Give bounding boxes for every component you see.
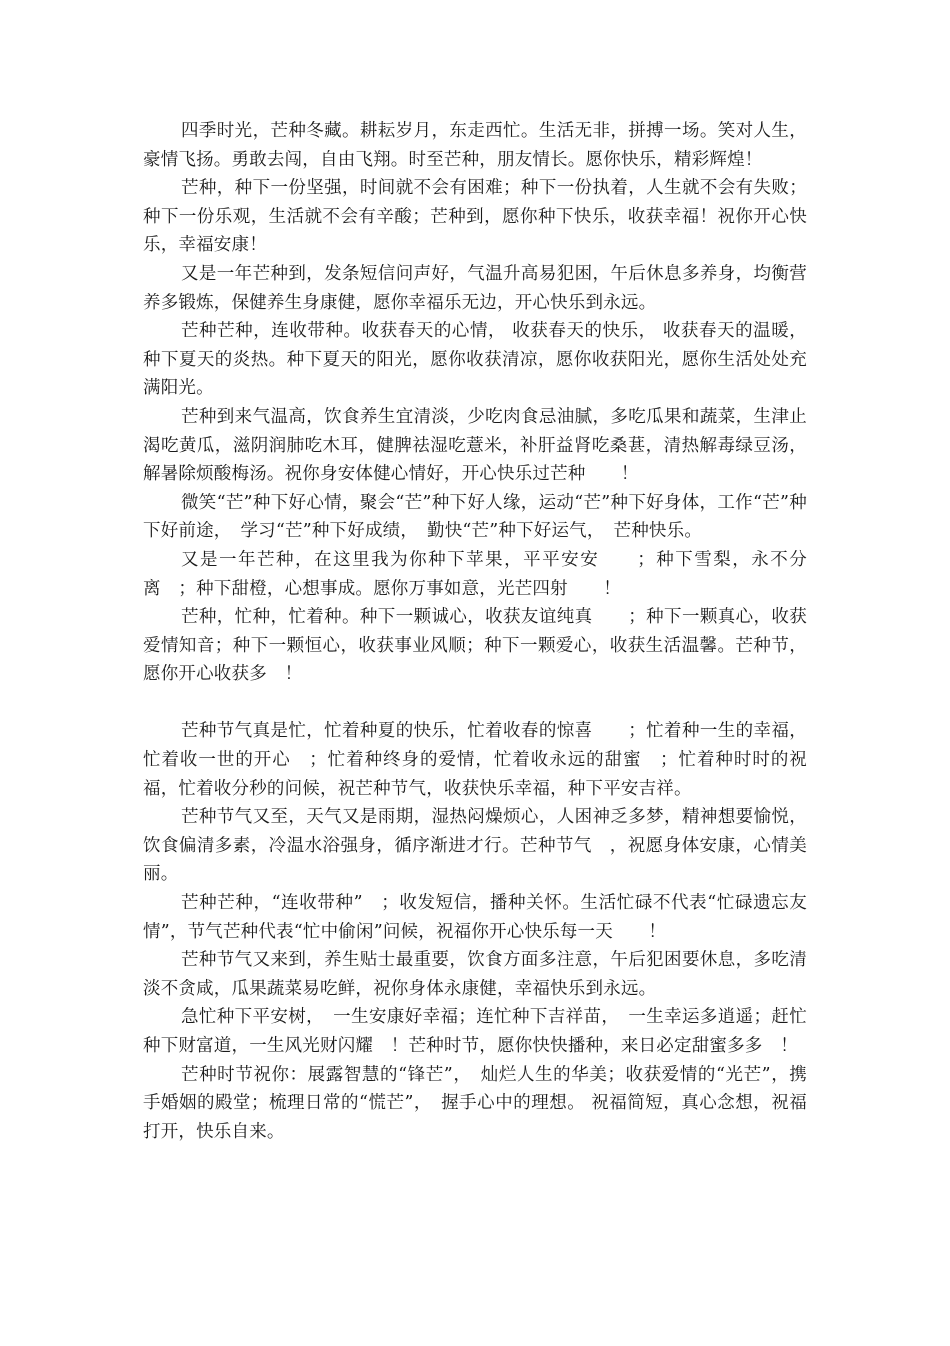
paragraph: 四季时光，芒种冬藏。耕耘岁月，东走西忙。生活无非，拼搏一场。笑对人生，豪情飞扬。勇敢去闯，自由飞翔。时至芒种，朋友情长。愿你快乐，精彩辉煌！	[143, 121, 807, 170]
paragraph: 芒种时节祝你：展露智慧的“锋芒”， 灿烂人生的华美；收获爱情的“光芒”，携手婚姻的殿堂；梳理日常的“慌芒”， 握手心中的理想。 祝福简短，真心念想，祝福打开，快乐自来。	[143, 1064, 807, 1142]
document-body	[143, 117, 807, 1146]
paragraph: 急忙种下平安树， 一生安康好幸福；连忙种下吉祥苗， 一生幸运多逍遥；赶忙种下财富道，一生风光财闪耀 ！芒种时节，愿你快快播种，来日必定甜蜜多多 ！	[143, 1007, 807, 1056]
paragraph: 芒种节气又来到，养生贴士最重要，饮食方面多注意，午后犯困要休息，多吃清淡不贪咸，瓜果蔬菜易吃鲜，祝你身体永康健，幸福快乐到永远。	[143, 950, 807, 999]
paragraph: 又是一年芒种，在这里我为你种下苹果，平平安安 ；种下雪梨，永不分离 ；种下甜橙，心想事成。愿你万事如意，光芒四射 ！	[143, 549, 807, 599]
paragraph: 芒种到来气温高，饮食养生宜清淡，少吃肉食忌油腻，多吃瓜果和蔬菜，生津止渴吃黄瓜，滋阴润肺吃木耳，健脾祛湿吃薏米，补肝益肾吃桑葚，清热解毒绿豆汤，解暑除烦酸梅汤。祝你身安体健心情好，开心快乐过芒种 ！	[143, 406, 807, 485]
paragraph: 芒种芒种，“连收带种” ；收发短信，播种关怀。生活忙碌不代表“忙碌遗忘友情”，节气芒种代表“忙中偷闲”问候，祝福你开心快乐每一天 ！	[143, 893, 807, 942]
paragraph: 芒种，忙种，忙着种。种下一颗诚心，收获友谊纯真 ；种下一颗真心，收获爱情知音；种下一颗恒心，收获事业风顺；种下一颗爱心，收获生活温馨。芒种节，愿你开心收获多 ！	[143, 607, 807, 685]
paragraph: 又是一年芒种到，发条短信问声好，气温升高易犯困，午后休息多养身，均衡营养多锻炼，保健养生身康健，愿你幸福乐无边，开心快乐到永远。	[143, 263, 807, 313]
paragraph: 微笑“芒”种下好心情，聚会“芒”种下好人缘，运动“芒”种下好身体，工作“芒”种下好前途， 学习“芒”种下好成绩， 勤快“芒”种下好运气， 芒种快乐。	[143, 492, 807, 542]
blank-line	[143, 689, 807, 718]
paragraph: 芒种节气真是忙，忙着种夏的快乐，忙着收春的惊喜 ；忙着种一生的幸福，忙着收一世的开心 ；忙着种终身的爱情，忙着收永远的甜蜜 ；忙着种时时的祝福，忙着收分秒的问候，祝芒种节气，收获快乐幸福，种下平安吉祥。	[143, 721, 807, 799]
paragraph: 芒种，种下一份坚强，时间就不会有困难；种下一份执着，人生就不会有失败；种下一份乐观，生活就不会有辛酸；芒种到，愿你种下快乐，收获幸福！祝你开心快乐，幸福安康！	[143, 178, 807, 256]
paragraph: 芒种芒种，连收带种。收获春天的心情， 收获春天的快乐， 收获春天的温暖，种下夏天的炎热。种下夏天的阳光，愿你收获清凉，愿你收获阳光，愿你生活处处充满阳光。	[143, 321, 807, 399]
paragraph: 芒种节气又至，天气又是雨期，湿热闷燥烦心，人困神乏多梦，精神想要愉悦，饮食偏清多素，冷温水浴强身，循序渐进才行。芒种节气 ，祝愿身体安康，心情美丽。	[143, 807, 807, 885]
